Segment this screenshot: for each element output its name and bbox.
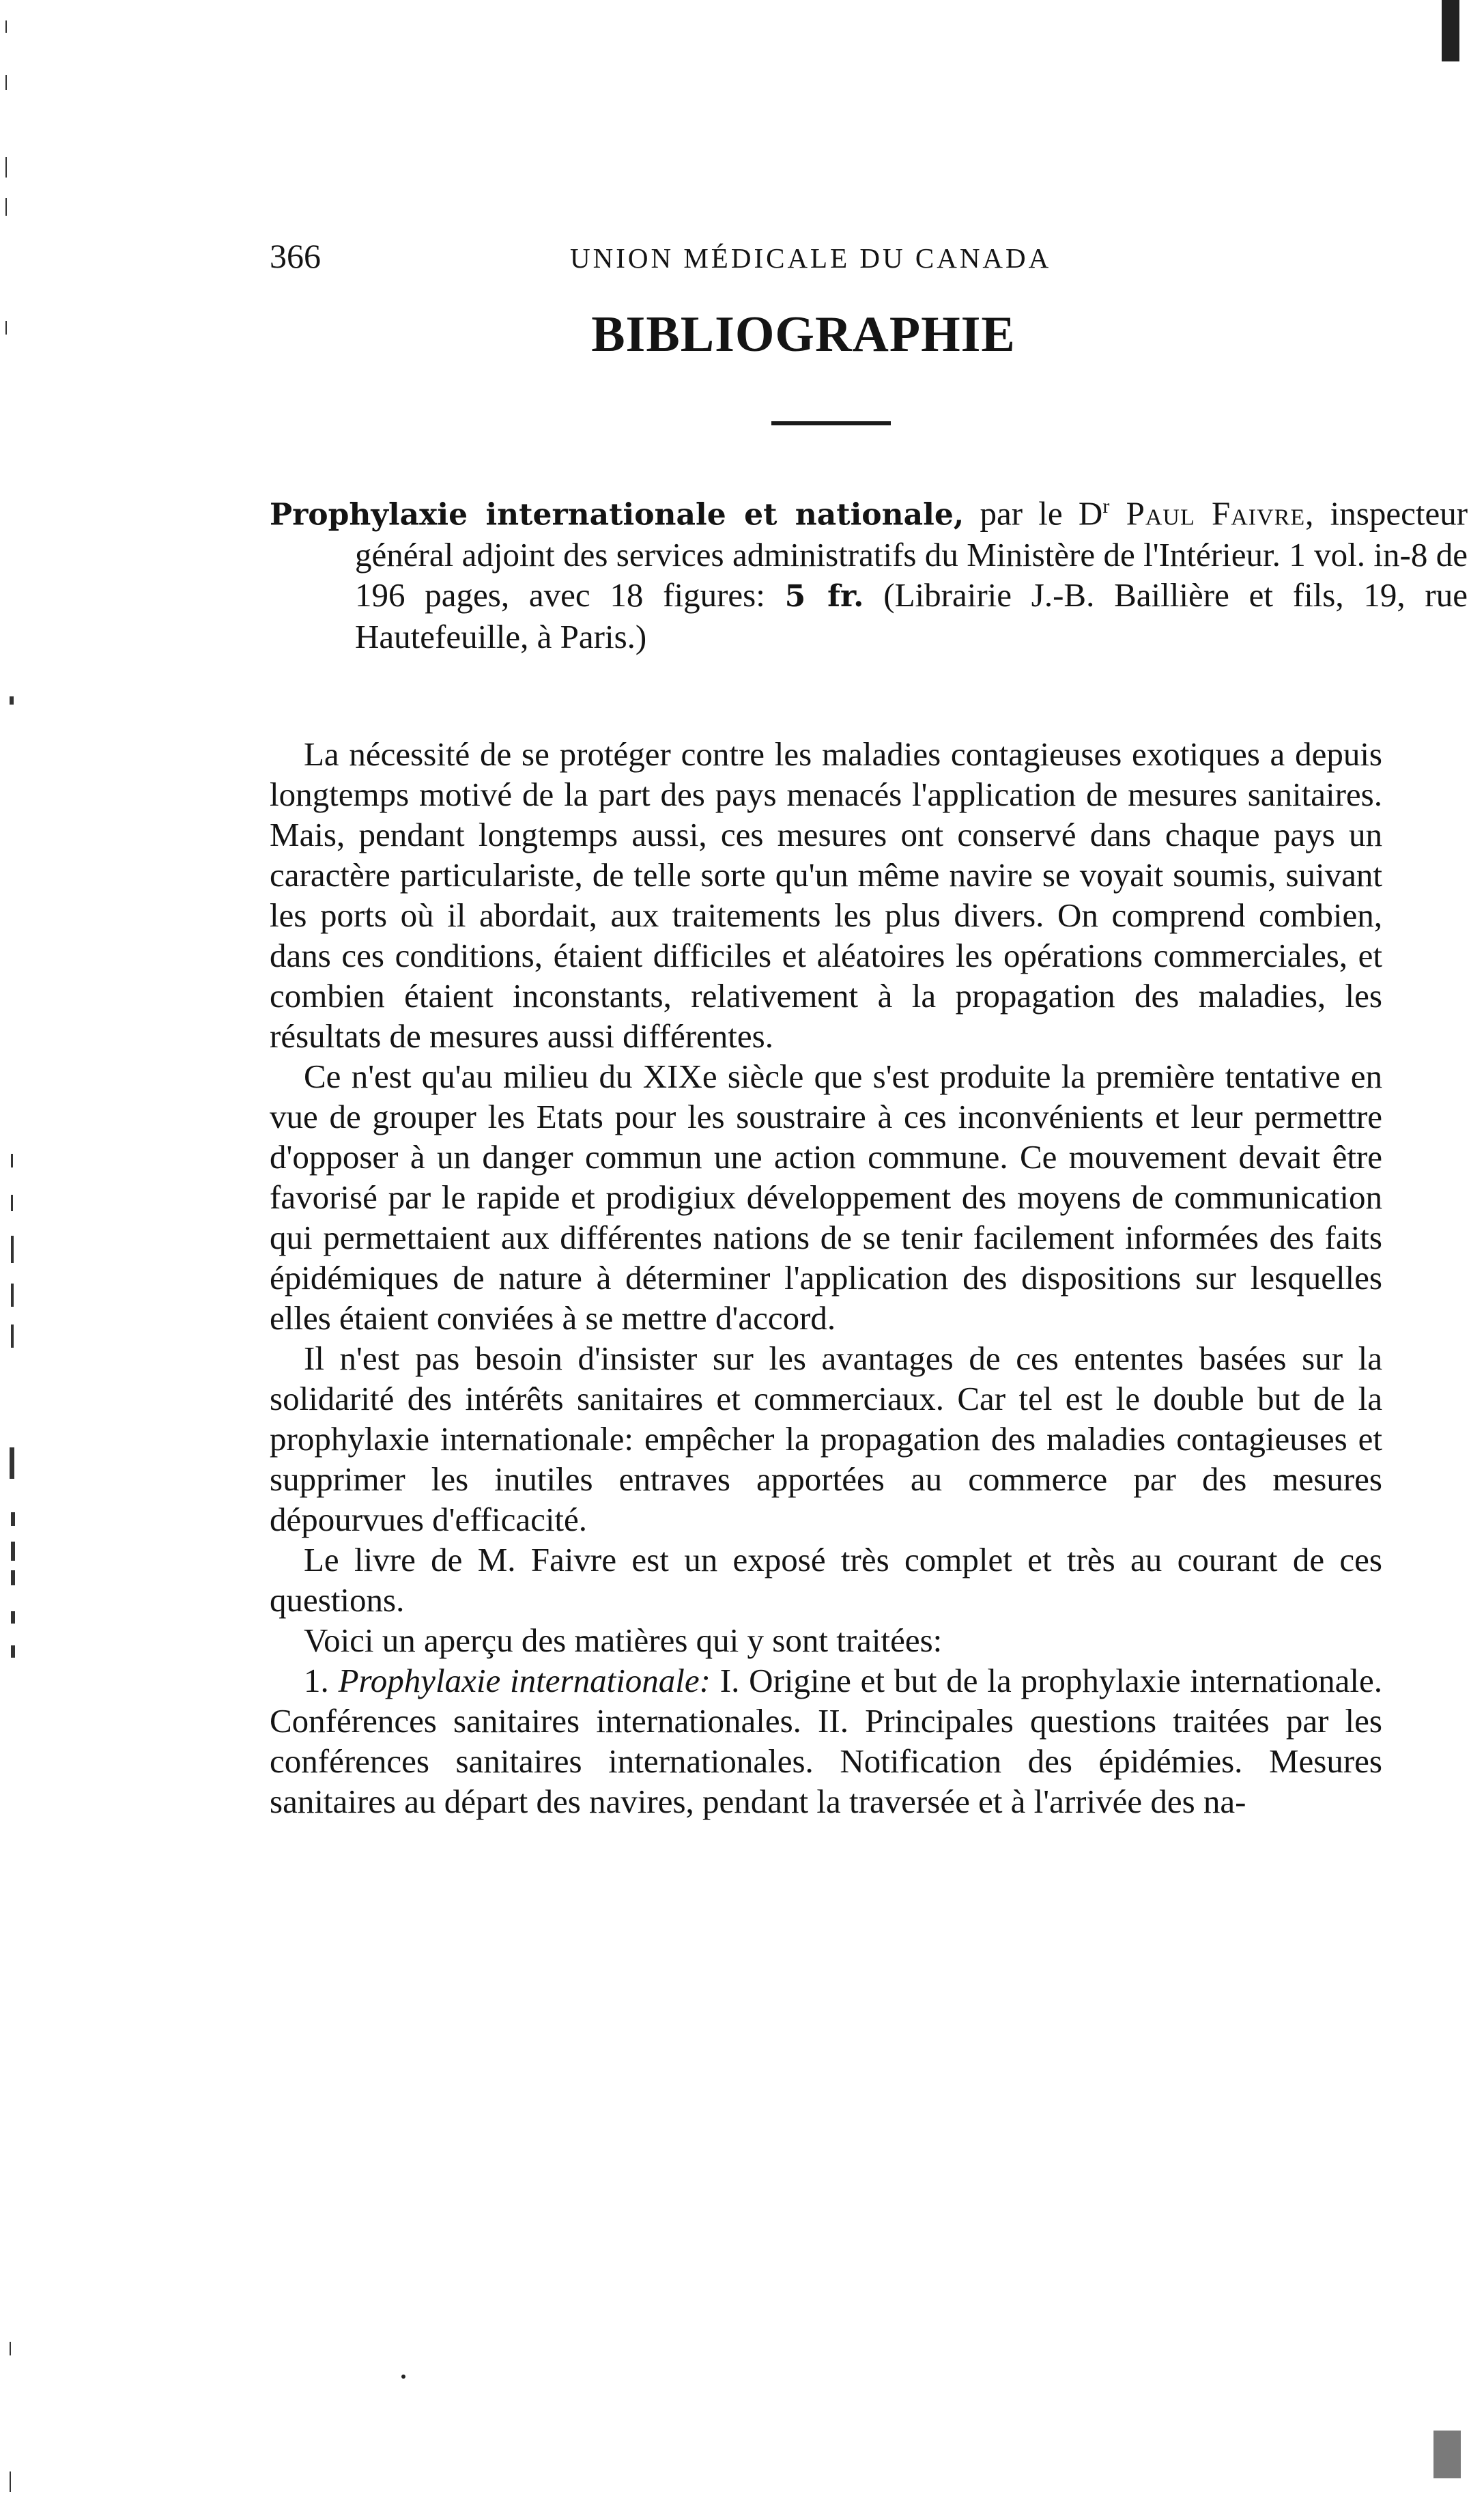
scan-mark [11, 1284, 14, 1307]
review-body [270, 734, 1382, 1822]
paragraph-4: Le livre de M. Faivre est un exposé très complet et très au courant de ces questions. [270, 1541, 1382, 1619]
paragraph-5: Voici un aperçu des matières qui y sont traitées: [304, 1621, 943, 1659]
scan-dot [401, 2375, 405, 2379]
contents-item-heading: Prophylaxie internationale: [338, 1662, 711, 1699]
reference-title: Prophylaxie internationale et nationale, [270, 497, 965, 533]
scan-mark [10, 696, 14, 705]
journal-name: UNION MÉDICALE DU CANADA [570, 242, 1052, 274]
scan-mark [5, 20, 7, 33]
scan-mark [11, 1542, 15, 1561]
reference-by: par le D [964, 494, 1103, 533]
scan-mark [11, 1611, 15, 1624]
scan-mark [5, 157, 7, 178]
scan-mark [11, 1645, 15, 1658]
reference-price: 5 fr. [784, 579, 864, 614]
contents-item-1 [270, 1660, 1382, 1822]
scan-mark [10, 2342, 11, 2355]
section-title: BIBLIOGRAPHIE [591, 307, 1016, 363]
running-head [270, 232, 1375, 280]
title-rule [771, 421, 891, 425]
scan-mark [5, 198, 7, 216]
scan-mark [5, 75, 7, 90]
scan-mark [10, 2471, 11, 2492]
paragraph-1: La nécessité de se protéger contre les maladies contagieuses exotiques a depuis longtemps motivé de la part des pays menacés l'application de mesures sanitaires. Mais, pendant longtemps aussi, ces mesures ont conservé dans chaque pays un caractère particulariste, de telle sorte qu'un même navire se voyait soumis, suivant les ports où il abordait, aux traitements les plus divers. On comprend combien, dans ces conditions, étaient difficiles et aléatoires les opérations commerciales, et combien étaient inconstants, relativement à la propagation des maladies, les résultats de mesures aussi différentes. [270, 735, 1382, 1055]
scan-mark [11, 1236, 14, 1263]
reference-dr-suffix: r [1102, 495, 1110, 518]
scan-margin-marks [0, 0, 27, 2507]
reference-details-2: (Librairie J.-B. Baillière et fils, 19, rue Hautefeuille, à Paris.) [355, 576, 1468, 656]
scan-corner-mark [1442, 0, 1459, 61]
page-number: 366 [270, 237, 321, 275]
reference-details-1: inspecteur général adjoint des services administratifs du Ministère de l'Intérieur. 1 vol. in-8 de 196 pages, avec 18 figures: [355, 494, 1468, 614]
scan-mark [11, 1154, 13, 1167]
scan-mark [11, 1570, 15, 1585]
scan-mark [10, 1447, 14, 1479]
contents-item-number: 1. [304, 1662, 339, 1699]
scan-mark [11, 1512, 15, 1526]
scan-mark [11, 1325, 14, 1348]
contents-item-text: I. Origine et but de la prophylaxie internationale. Conférences sanitaires internationales. II. Principales questions traitées par les conférences sanitaires internationales. Notification des épidémies. Mesures sanitaires au départ des navires, pendant la traversée et à l'arrivée des na- [270, 1662, 1382, 1820]
bibliographic-reference [270, 486, 1468, 657]
scan-mark [5, 321, 7, 335]
scan-mark [11, 1195, 13, 1211]
reference-author: Paul Faivre, [1109, 494, 1315, 533]
paragraph-2: Ce n'est qu'au milieu du XIXe siècle que s'est produite la première tentative en vue de grouper les Etats pour les soustraire à ces inconvénients et leur permettre d'opposer à un danger commun une action commune. Ce mouvement devait être favorisé par le rapide et prodigiux développement des moyens de communication qui permettaient aux différentes nations de se tenir facilement informées des faits épidémiques de nature à déterminer l'application des dispositions sur lesquelles elles étaient conviées à se mettre d'accord. [270, 1058, 1382, 1337]
scan-corner-mark [1433, 2431, 1461, 2478]
paragraph-3: Il n'est pas besoin d'insister sur les avantages de ces ententes basées sur la solidarité des intérêts sanitaires et commerciaux. Car tel est le double but de la prophylaxie internationale: empêcher la propagation des maladies contagieuses et supprimer les inutiles entraves apportées au commerce par des mesures dépourvues d'efficacité. [270, 1340, 1382, 1538]
